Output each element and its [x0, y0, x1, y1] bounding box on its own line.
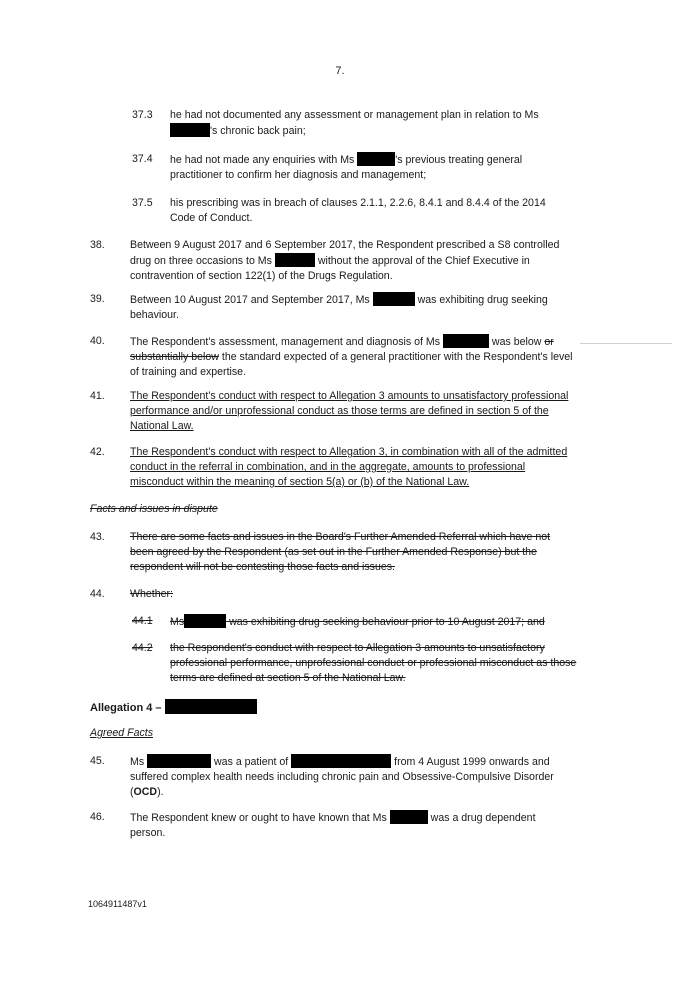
section-heading-facts-in-dispute: Facts and issues in dispute	[90, 503, 218, 515]
para-text: Between 10 August 2017 and September 2017, Ms	[130, 294, 370, 306]
para-number: 41.	[90, 390, 105, 402]
para-number: 38.	[90, 239, 105, 251]
para-text: Ms	[170, 616, 185, 628]
redaction-block	[147, 754, 211, 768]
para-number: 40.	[90, 335, 105, 347]
para-text: was exhibiting drug seeking behaviour.	[130, 294, 548, 321]
heading-text: Allegation 4 –	[90, 702, 162, 714]
para-number: 45.	[90, 755, 105, 767]
para-46	[130, 810, 570, 841]
para-text: he had not documented any assessment or management plan in relation to Ms	[170, 109, 539, 121]
para-number: 44.2	[132, 642, 153, 654]
para-text: 's chronic back pain;	[210, 125, 306, 137]
para-text: Between 9 August 2017 and 6 September 2017, the Respondent prescribed a S8 controlled drug on three occasions to Ms	[130, 239, 560, 267]
para-43: There are some facts and issues in the Board's Further Amended Referral which have not been agreed by the Respondent (as set out in the Further Amended Response) but the respondent will not be contesting those facts and issues.	[130, 531, 551, 573]
para-42: The Respondent's conduct with respect to Allegation 3, in combination with all of the admitted conduct in the referral in combination, and in the aggregate, amounts to professional misconduct within the meaning of section 5(a) or (b) of the National Law.	[130, 446, 568, 488]
redaction-block	[390, 810, 428, 824]
para-text: was below	[491, 336, 542, 348]
para-text: was a drug dependent person.	[130, 812, 536, 839]
section-heading-allegation-4	[90, 699, 257, 716]
redaction-block	[184, 614, 226, 628]
para-number: 44.1	[132, 615, 153, 627]
redaction-block	[291, 754, 391, 768]
redaction-block	[443, 334, 489, 348]
para-41: The Respondent's conduct with respect to Allegation 3 amounts to unsatisfactory professional performance and/or unprofessional conduct as those terms are defined in section 5 of the National Law.	[130, 390, 569, 432]
para-text: was a patient of	[214, 756, 289, 768]
para-number: 37.5	[132, 197, 153, 209]
para-text: the standard expected of a general practitioner with the Respondent's level of training and expertise.	[130, 351, 573, 378]
redaction-block	[275, 253, 315, 267]
para-39	[130, 292, 570, 323]
para-number: 46.	[90, 811, 105, 823]
redaction-block	[170, 123, 210, 137]
para-text: The Respondent's assessment, management and diagnosis of Ms	[130, 336, 441, 348]
para-number: 43.	[90, 531, 105, 543]
para-number: 37.3	[132, 109, 153, 121]
para-number: 42.	[90, 446, 105, 458]
para-text: was exhibiting drug seeking behaviour prior to 10 August 2017; and	[229, 616, 545, 628]
para-text: from 4 August 1999 onwards and suffered complex health needs including chronic pain and Obsessive-Compulsive Disorder (	[130, 756, 554, 798]
para-44-1	[170, 614, 590, 630]
para-number: 44.	[90, 588, 105, 600]
para-44-2: the Respondent's conduct with respect to Allegation 3 amounts to unsatisfactory professional performance, unprofessional conduct or professional misconduct as those terms are defined at section 5 of the National Law.	[170, 642, 577, 684]
para-number: 37.4	[132, 153, 153, 165]
para-number: 39.	[90, 293, 105, 305]
para-text: without the approval of the Chief Executive in contravention of section 122(1) of the Drugs Regulation.	[130, 255, 530, 282]
document-reference-footer: 1064911487v1	[88, 899, 147, 909]
para-38	[130, 238, 570, 284]
bold-abbreviation: OCD	[133, 786, 158, 798]
para-37-3	[170, 108, 580, 139]
para-text: ).	[157, 786, 164, 798]
para-45	[130, 754, 580, 800]
redaction-block	[165, 699, 257, 714]
section-heading-agreed-facts: Agreed Facts	[90, 727, 154, 739]
margin-rule	[580, 343, 672, 344]
para-37-4	[170, 152, 570, 183]
para-text: The Respondent knew or ought to have known that Ms	[130, 812, 387, 824]
struck-text: or substantially below	[130, 336, 554, 363]
page-number: 7.	[335, 65, 345, 77]
para-text: Ms	[130, 756, 145, 768]
para-text: he had not made any enquiries with Ms	[170, 154, 355, 166]
redaction-block	[373, 292, 415, 306]
redaction-block	[357, 152, 395, 166]
para-text: 's previous treating general practitioner to confirm her diagnosis and management;	[170, 154, 523, 181]
para-44: Whether:	[130, 588, 173, 600]
para-37-5: his prescribing was in breach of clauses 2.1.1, 2.2.6, 8.4.1 and 8.4.4 of the 2014 Code of Conduct.	[170, 197, 546, 224]
para-40	[130, 334, 575, 380]
